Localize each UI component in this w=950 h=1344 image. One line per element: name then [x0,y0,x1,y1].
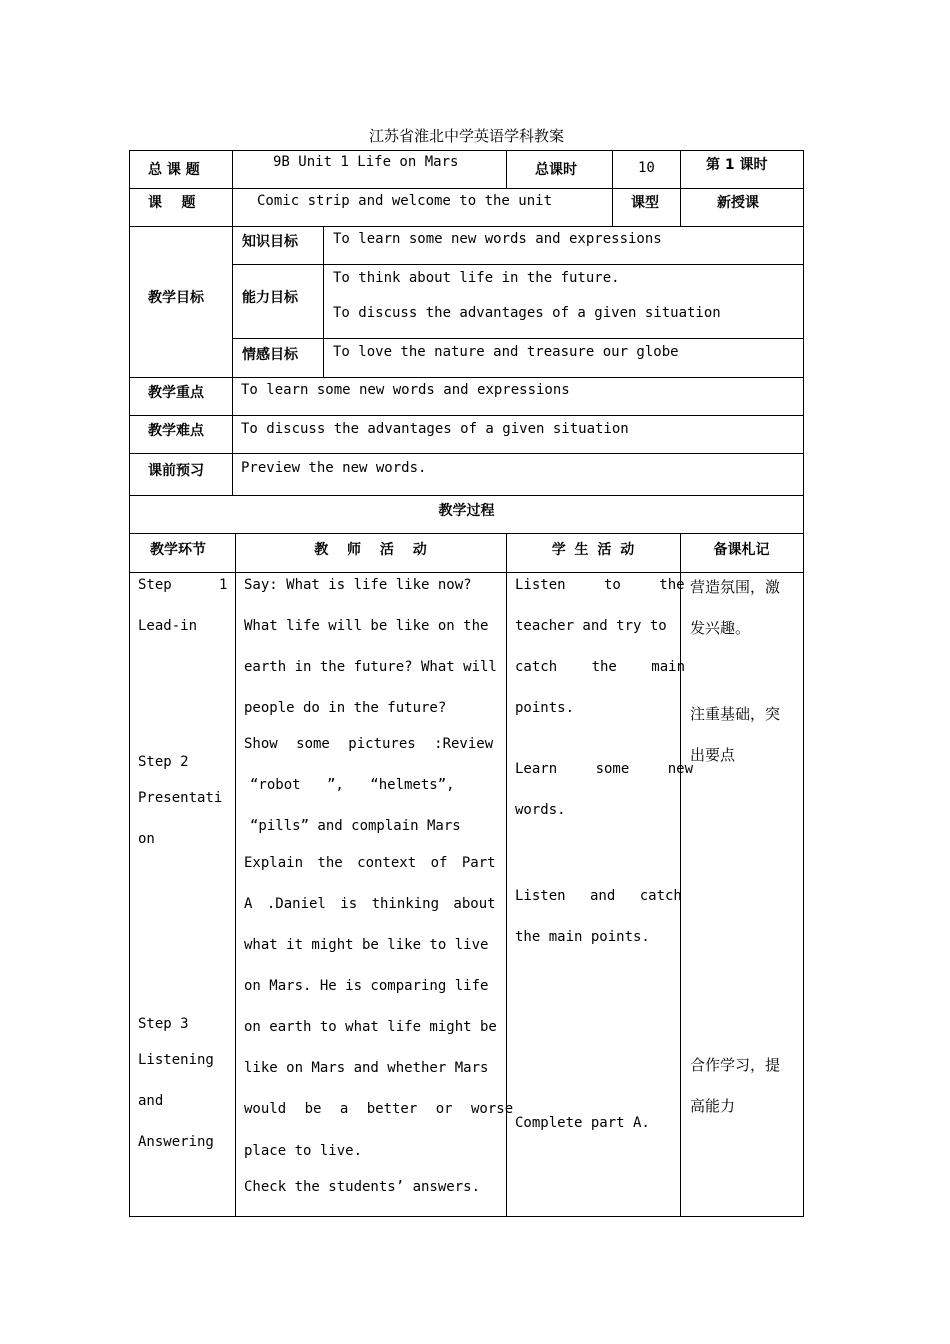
total-hours-label: 总课时 [535,162,577,178]
ability-objective-value-1: To think about life in the future. [333,270,620,286]
teacher-line-9: A .Daniel is thinking about [244,896,496,912]
page-title: 江苏省淮北中学英语学科教案 [368,127,564,145]
note-line-2: 发兴趣。 [690,619,751,637]
difficulties-value: To discuss the advantages of a given situation [241,421,629,437]
step-1-number: 1 [219,577,228,593]
student-line-2: teacher and try to [515,618,667,634]
step-3-label: Step 3 [138,1016,189,1032]
topic-label: 课 题 [148,195,196,211]
teacher-line-12: on earth to what life might be [244,1019,497,1035]
student-line-3: catch the main [515,659,686,675]
total-topic-label: 总 课 题 [148,162,200,178]
process-heading: 教学过程 [438,503,495,519]
teacher-line-15: place to live. [244,1143,363,1159]
key-points-value: To learn some new words and expressions [241,382,570,398]
note-line-1: 营造氛围，激 [690,578,781,596]
teacher-line-10: what it might be like to live [244,937,489,953]
knowledge-objective-label: 知识目标 [242,234,298,250]
ability-objective-label: 能力目标 [242,290,298,306]
total-topic-value: 9B Unit 1 Life on Mars [273,154,459,170]
objectives-label: 教学目标 [148,290,204,306]
teacher-line-4: people do in the future? [244,700,447,716]
step-2-name-2: on [138,831,155,847]
key-points-label: 教学重点 [148,385,204,401]
col-notes-header: 备课札记 [713,542,770,558]
step-2-name-1: Presentati [138,790,223,806]
step-2-label: Step 2 [138,754,189,770]
teacher-line-14: would be a better or worse [244,1101,514,1117]
teacher-line-6: “robot ”, “helmets”, [250,777,455,793]
note-line-6: 高能力 [690,1097,736,1115]
student-line-5: Learn some new [515,761,694,777]
note-line-3: 注重基础，突 [690,705,781,723]
step-1-name: Lead-in [138,618,198,634]
step-3-name-2: and [138,1093,164,1109]
teacher-line-5: Show some pictures :Review [244,736,494,752]
teacher-line-8: Explain the context of Part [244,855,496,871]
student-line-8: the main points. [515,929,650,945]
step-3-name-3: Answering [138,1134,214,1150]
step-3-name-1: Listening [138,1052,214,1068]
topic-value: Comic strip and welcome to the unit [257,193,553,209]
teacher-line-13: like on Mars and whether Mars [244,1060,489,1076]
col-step-header: 教学环节 [150,542,206,558]
ability-objective-value-2: To discuss the advantages of a given situation [333,305,721,321]
lesson-type-value: 新授课 [717,195,759,211]
difficulties-label: 教学难点 [148,423,204,439]
teacher-line-3: earth in the future? What will [244,659,497,675]
student-line-6: words. [515,802,566,818]
preview-label: 课前预习 [148,463,204,479]
preview-value: Preview the new words. [241,460,427,476]
teacher-line-7: “pills” and complain Mars [250,818,461,834]
note-line-5: 合作学习，提 [690,1056,781,1074]
col-teacher-header: 教 师 活 动 [314,542,427,558]
col-student-header: 学 生 活 动 [551,542,635,558]
emotion-objective-value: To love the nature and treasure our globe [333,344,679,360]
total-hours-value: 10 [638,160,655,176]
teacher-line-11: on Mars. He is comparing life [244,978,489,994]
teacher-line-16: Check the students’ answers. [244,1179,481,1195]
student-line-4: points. [515,700,575,716]
student-line-1: Listen to the [515,577,685,593]
lesson-type-label: 课型 [631,195,659,211]
student-line-9: Complete part A. [515,1115,650,1131]
note-line-4: 出要点 [690,746,736,764]
student-line-7: Listen and catch [515,888,682,904]
emotion-objective-label: 情感目标 [242,347,298,363]
knowledge-objective-value: To learn some new words and expressions [333,231,662,247]
teacher-line-2: What life will be like on the [244,618,489,634]
step-1-label: Step [138,577,172,593]
lesson-number: 第 1 课时 [706,157,768,173]
teacher-line-1: Say: What is life like now? [244,577,472,593]
